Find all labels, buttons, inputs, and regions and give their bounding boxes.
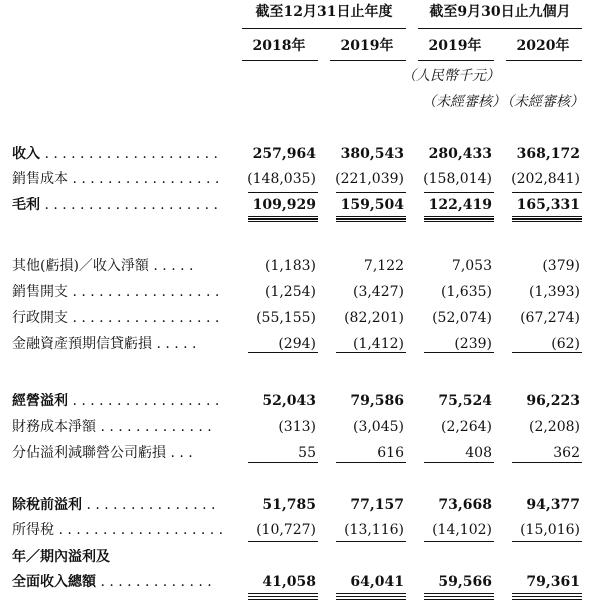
row-label bbox=[12, 497, 226, 513]
row-label-text: 年／期內溢利及 bbox=[12, 549, 110, 565]
row-label bbox=[12, 284, 226, 300]
row-label-text: 銷售開支 bbox=[12, 284, 68, 300]
row-label bbox=[12, 393, 226, 409]
row-value: 59,566 bbox=[438, 574, 492, 590]
row-label-leader-dots: . . . . . . . . . . . . . . . . . bbox=[68, 393, 220, 409]
row-value: (239) bbox=[454, 336, 492, 352]
row-value: 51,785 bbox=[262, 497, 316, 513]
row-value: (82,201) bbox=[344, 310, 404, 326]
subtotal-rule bbox=[248, 192, 318, 193]
row-value: (313) bbox=[278, 419, 316, 435]
subtotal-rule bbox=[512, 192, 582, 193]
row-value: (52,074) bbox=[432, 310, 492, 326]
row-value: (1,412) bbox=[352, 336, 404, 352]
row-value: 109,929 bbox=[252, 197, 316, 213]
header-group-underline-2 bbox=[418, 28, 582, 29]
subtotal-rule bbox=[248, 462, 318, 463]
row-value: 7,053 bbox=[451, 258, 492, 274]
subtotal-rule bbox=[336, 541, 406, 542]
header-year-2019-a: 2019年 bbox=[340, 38, 394, 54]
row-label-leader-dots: . . . . . . . . . . . . . . . . . . . . bbox=[40, 197, 219, 213]
row-value: (62) bbox=[551, 336, 580, 352]
subtotal-rule bbox=[424, 192, 494, 193]
row-value: (202,841) bbox=[511, 171, 580, 187]
row-value: (1,183) bbox=[264, 258, 316, 274]
header-group-nine-months: 截至9月30日止九個月 bbox=[429, 4, 571, 20]
row-value: 165,331 bbox=[516, 197, 580, 213]
row-label-leader-dots: . . . . . bbox=[152, 336, 197, 352]
row-label-text: 其他(虧損)／收入淨額 bbox=[12, 258, 149, 274]
row-label-leader-dots: . . . . . . . . . . . . . bbox=[96, 419, 212, 435]
row-label-text: 分佔溢利減聯營公司虧損 bbox=[12, 445, 166, 461]
row-label-text: 除稅前溢利 bbox=[12, 497, 82, 513]
row-label-text: 財務成本淨額 bbox=[12, 419, 96, 435]
row-label-leader-dots: . . . . . . . . . . . . . . . . . bbox=[68, 284, 220, 300]
row-value: 94,377 bbox=[526, 497, 580, 513]
subtotal-rule bbox=[512, 462, 582, 463]
row-value: (1,393) bbox=[528, 284, 580, 300]
row-value: 368,172 bbox=[516, 146, 580, 162]
row-label bbox=[12, 419, 226, 435]
total-double-rule bbox=[512, 218, 582, 222]
row-value: (55,155) bbox=[256, 310, 316, 326]
row-label bbox=[12, 197, 226, 213]
row-value: (15,016) bbox=[520, 522, 580, 538]
header-year-2019-b: 2019年 bbox=[428, 38, 482, 54]
row-value: 55 bbox=[298, 445, 316, 461]
row-value: (379) bbox=[542, 258, 580, 274]
subtotal-rule bbox=[336, 352, 406, 353]
total-double-rule bbox=[336, 218, 406, 222]
subtotal-rule bbox=[248, 541, 318, 542]
row-value: 52,043 bbox=[262, 393, 316, 409]
total-double-rule bbox=[248, 596, 318, 600]
row-value: 408 bbox=[465, 445, 492, 461]
row-label-text: 金融資產預期信貸虧損 bbox=[12, 336, 152, 352]
row-label-text: 行政開支 bbox=[12, 310, 68, 326]
row-label-leader-dots: . . . . . . . . . . . . . . . . . . . . bbox=[40, 146, 219, 162]
row-label-text: 所得稅 bbox=[12, 522, 54, 538]
row-value: (294) bbox=[278, 336, 316, 352]
row-label-leader-dots: . . . . . . . . . . . . . . . . . bbox=[68, 310, 220, 326]
subtotal-rule bbox=[336, 192, 406, 193]
row-value: 380,543 bbox=[340, 146, 404, 162]
row-value: (10,727) bbox=[256, 522, 316, 538]
row-label-leader-dots: . . . . . . . . . . . . . . . bbox=[82, 497, 216, 513]
row-value: 79,586 bbox=[350, 393, 404, 409]
currency-unit-note: （人民幣千元） bbox=[402, 68, 500, 84]
total-double-rule bbox=[424, 218, 494, 222]
row-value: (221,039) bbox=[335, 171, 404, 187]
header-year-2018: 2018年 bbox=[252, 38, 306, 54]
row-value: 64,041 bbox=[350, 574, 404, 590]
row-label bbox=[12, 445, 226, 461]
row-label bbox=[12, 310, 226, 326]
row-value: (1,635) bbox=[440, 284, 492, 300]
header-year-2020: 2020年 bbox=[516, 38, 570, 54]
row-label bbox=[12, 258, 226, 274]
unaudited-note-1: （未經審核） bbox=[422, 94, 506, 110]
row-value: 362 bbox=[553, 445, 580, 461]
total-double-rule bbox=[424, 596, 494, 600]
subtotal-rule bbox=[424, 462, 494, 463]
row-label bbox=[12, 146, 226, 162]
row-label-text: 收入 bbox=[12, 146, 40, 162]
row-label-text: 毛利 bbox=[12, 197, 40, 213]
row-value: (3,427) bbox=[352, 284, 404, 300]
unaudited-note-2: （未經審核） bbox=[500, 94, 584, 110]
row-value: (2,264) bbox=[440, 419, 492, 435]
subtotal-rule bbox=[424, 541, 494, 542]
row-value: (1,254) bbox=[264, 284, 316, 300]
subtotal-rule bbox=[424, 352, 494, 353]
row-value: 41,058 bbox=[262, 574, 316, 590]
subtotal-rule bbox=[248, 352, 318, 353]
row-value: (158,014) bbox=[423, 171, 492, 187]
row-value: (3,045) bbox=[352, 419, 404, 435]
year-underline-1 bbox=[330, 60, 406, 61]
row-label bbox=[12, 549, 226, 565]
year-underline-3 bbox=[506, 60, 582, 61]
row-label bbox=[12, 171, 226, 187]
row-value: 257,964 bbox=[252, 146, 316, 162]
row-value: 122,419 bbox=[428, 197, 492, 213]
row-label-leader-dots: . . . . . . . . . . . . . . . . . . . bbox=[54, 522, 224, 538]
row-value: 7,122 bbox=[363, 258, 404, 274]
row-value: 616 bbox=[377, 445, 404, 461]
row-value: 73,668 bbox=[438, 497, 492, 513]
row-label bbox=[12, 522, 226, 538]
row-value: (148,035) bbox=[247, 171, 316, 187]
row-value: 96,223 bbox=[526, 393, 580, 409]
row-value: (2,208) bbox=[528, 419, 580, 435]
subtotal-rule bbox=[512, 352, 582, 353]
row-value: 75,524 bbox=[438, 393, 492, 409]
row-label-leader-dots: . . . . . . . . . . . . . bbox=[96, 574, 212, 590]
row-value: (67,274) bbox=[520, 310, 580, 326]
total-double-rule bbox=[336, 596, 406, 600]
year-underline-2 bbox=[418, 60, 494, 61]
row-label-leader-dots: . . . . . bbox=[148, 258, 194, 274]
row-label bbox=[12, 336, 226, 352]
row-value: 159,504 bbox=[340, 197, 404, 213]
row-label bbox=[12, 574, 226, 590]
row-value: 79,361 bbox=[526, 574, 580, 590]
header-group-full-year: 截至12月31日止年度 bbox=[255, 4, 393, 20]
total-double-rule bbox=[248, 218, 318, 222]
header-group-underline-1 bbox=[242, 28, 406, 29]
row-label-leader-dots: . . . . . . . . . . . . . . . . . bbox=[68, 171, 220, 187]
row-value: (13,116) bbox=[344, 522, 404, 538]
row-label-leader-dots: . . . bbox=[166, 445, 193, 461]
row-value: (14,102) bbox=[432, 522, 492, 538]
row-value: 280,433 bbox=[428, 146, 492, 162]
subtotal-rule bbox=[336, 462, 406, 463]
row-label-text: 全面收入總額 bbox=[12, 574, 96, 590]
total-double-rule bbox=[512, 596, 582, 600]
row-value: 77,157 bbox=[350, 497, 404, 513]
row-label-text: 銷售成本 bbox=[12, 171, 68, 187]
subtotal-rule bbox=[512, 541, 582, 542]
year-underline-0 bbox=[242, 60, 318, 61]
row-label-text: 經營溢利 bbox=[12, 393, 68, 409]
